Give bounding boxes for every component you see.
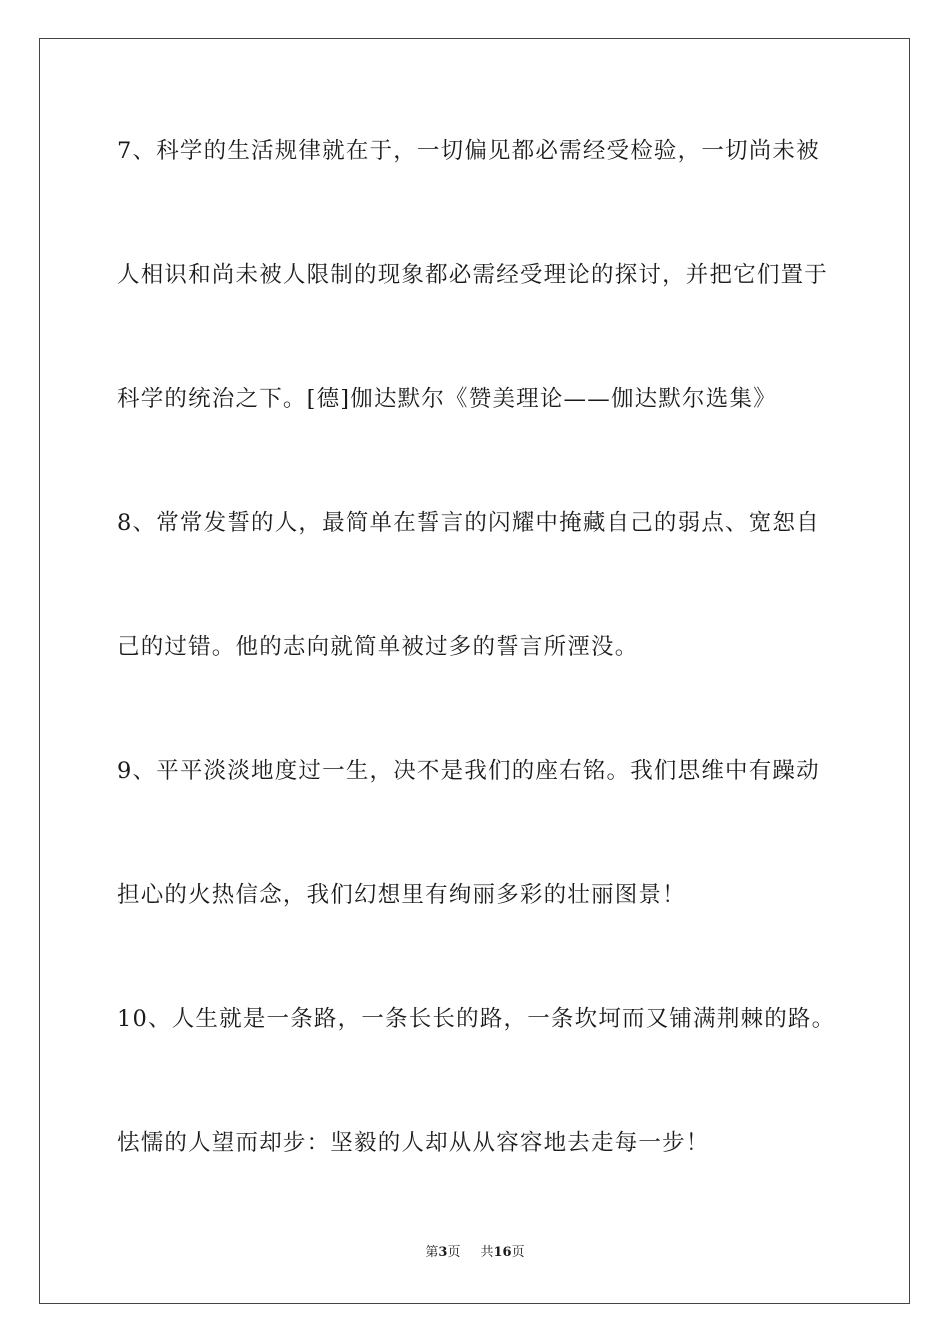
total-pages: 16 bbox=[493, 1245, 512, 1260]
text-line: 怯懦的人望而却步：坚毅的人却从从容容地去走每一步！ bbox=[117, 1130, 710, 1156]
text-line: 己的过错。他的志向就简单被过多的誓言所湮没。 bbox=[117, 634, 639, 660]
total-label-prefix: 共 bbox=[480, 1245, 494, 1260]
text-line: 担心的火热信念，我们幻想里有绚丽多彩的壮丽图景！ bbox=[117, 882, 686, 908]
text-line: 9、平平淡淡地度过一生，决不是我们的座右铭。我们思维中有躁动 bbox=[117, 758, 820, 784]
page-footer bbox=[0, 1245, 950, 1261]
page-label-prefix: 第 bbox=[425, 1245, 439, 1260]
text-line: 10、人生就是一条路，一条长长的路，一条坎坷而又铺满荆棘的路。 bbox=[117, 1006, 836, 1032]
page-border bbox=[39, 38, 910, 1304]
text-line: 人相识和尚未被人限制的现象都必需经受理论的探讨，并把它们置于 bbox=[117, 262, 829, 288]
text-line: 7、科学的生活规律就在于，一切偏见都必需经受检验，一切尚未被 bbox=[117, 138, 820, 164]
page-number: 3 bbox=[438, 1245, 448, 1260]
text-line: 科学的统治之下。[德]伽达默尔《赞美理论——伽达默尔选集》 bbox=[117, 386, 777, 412]
total-label-suffix: 页 bbox=[511, 1245, 525, 1260]
page-label-suffix: 页 bbox=[447, 1245, 461, 1260]
text-line: 8、常常发誓的人，最简单在誓言的闪耀中掩藏自己的弱点、宽恕自 bbox=[117, 510, 820, 536]
